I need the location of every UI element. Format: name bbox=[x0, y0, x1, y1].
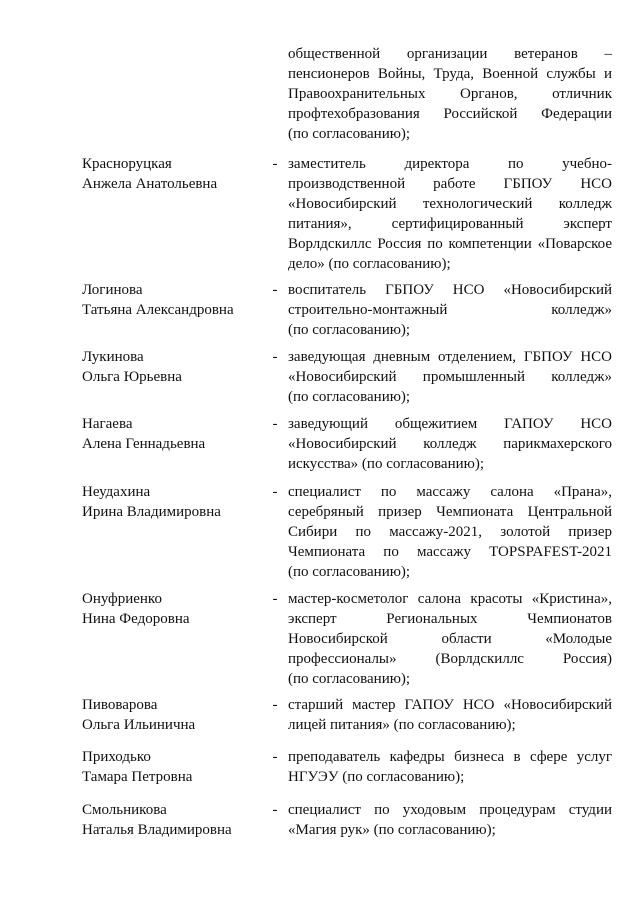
member-given-name: Татьяна Александровна bbox=[82, 302, 234, 318]
description-line: лицей питания» (по согласованию); bbox=[288, 717, 516, 733]
member-description bbox=[288, 154, 612, 274]
description-line: (по согласованию); bbox=[288, 389, 411, 405]
description-line: Сибири по массажу-2021, золотой призер bbox=[288, 524, 612, 540]
dash-separator: - bbox=[272, 349, 278, 365]
dash-separator: - bbox=[272, 282, 278, 298]
member-name bbox=[82, 800, 262, 840]
description-line: общественной организации ветеранов – bbox=[288, 46, 612, 62]
dash-separator: - bbox=[272, 156, 278, 172]
dash-separator: - bbox=[272, 802, 278, 818]
member-description bbox=[288, 414, 612, 474]
member-given-name: Нина Федоровна bbox=[82, 611, 190, 627]
description-line: искусства» (по согласованию); bbox=[288, 456, 485, 472]
dash-separator: - bbox=[272, 591, 278, 607]
dash-separator: - bbox=[272, 697, 278, 713]
member-surname: Онуфриенко bbox=[82, 591, 162, 607]
member-name bbox=[82, 482, 262, 522]
description-line: Новосибирской области «Молодые bbox=[288, 631, 612, 647]
member-given-name: Анжела Анатольевна bbox=[82, 176, 218, 192]
description-line: профессионалы» (Ворлдскиллс Россия) bbox=[288, 651, 612, 667]
member-given-name: Ольга Юрьевна bbox=[82, 369, 182, 385]
member-surname: Нагаева bbox=[82, 416, 133, 432]
description-line: специалист по уходовым процедурам студии bbox=[288, 802, 612, 818]
member-given-name: Ирина Владимировна bbox=[82, 504, 221, 520]
description-line: НГУЭУ (по согласованию); bbox=[288, 769, 465, 785]
description-line: «Новосибирский колледж парикмахерского bbox=[288, 436, 612, 452]
member-description bbox=[288, 589, 612, 689]
member-name bbox=[82, 695, 262, 735]
description-line: заведующая дневным отделением, ГБПОУ НСО bbox=[288, 349, 612, 365]
member-name bbox=[82, 347, 262, 387]
description-line: профтехобразования Российской Федерации bbox=[288, 106, 612, 122]
dash-separator: - bbox=[272, 416, 278, 432]
description-line: питания», сертифицированный эксперт bbox=[288, 216, 612, 232]
continued-description bbox=[288, 44, 612, 144]
description-line: серебряный призер Чемпионата Центральной bbox=[288, 504, 612, 520]
description-line: заведующий общежитием ГАПОУ НСО bbox=[288, 416, 612, 432]
description-line: (по согласованию); bbox=[288, 671, 411, 687]
member-name bbox=[82, 154, 262, 194]
member-surname: Красноруцкая bbox=[82, 156, 172, 172]
member-description bbox=[288, 695, 612, 735]
description-line: «Магия рук» (по согласованию); bbox=[288, 822, 496, 838]
description-line: производственной работе ГБПОУ НСО bbox=[288, 176, 612, 192]
member-given-name: Наталья Владимировна bbox=[82, 822, 232, 838]
member-surname: Приходько bbox=[82, 749, 151, 765]
description-line: «Новосибирский промышленный колледж» bbox=[288, 369, 612, 385]
member-surname: Лукинова bbox=[82, 349, 144, 365]
member-description bbox=[288, 482, 612, 582]
member-name bbox=[82, 414, 262, 454]
member-description bbox=[288, 280, 612, 340]
description-line: (по согласованию); bbox=[288, 564, 411, 580]
member-given-name: Ольга Ильинична bbox=[82, 717, 196, 733]
dash-separator: - bbox=[272, 749, 278, 765]
description-line: (по согласованию); bbox=[288, 322, 411, 338]
description-line: Ворлдскиллс Россия по компетенции «Поварское bbox=[288, 236, 612, 252]
member-description bbox=[288, 747, 612, 787]
member-name bbox=[82, 747, 262, 787]
member-surname: Пивоварова bbox=[82, 697, 158, 713]
dash-separator: - bbox=[272, 484, 278, 500]
description-line: заместитель директора по учебно- bbox=[288, 156, 612, 172]
description-line: (по согласованию); bbox=[288, 126, 411, 142]
description-line: преподаватель кафедры бизнеса в сфере услуг bbox=[288, 749, 612, 765]
member-given-name: Алена Геннадьевна bbox=[82, 436, 206, 452]
member-name bbox=[82, 280, 262, 320]
description-line: дело» (по согласованию); bbox=[288, 256, 451, 272]
description-line: мастер-косметолог салона красоты «Кристина», bbox=[288, 591, 612, 607]
description-line: Чемпионата по массажу TOPSPAFEST-2021 bbox=[288, 544, 612, 560]
description-line: специалист по массажу салона «Прана», bbox=[288, 484, 612, 500]
member-name bbox=[82, 589, 262, 629]
member-given-name: Тамара Петровна bbox=[82, 769, 193, 785]
member-surname: Смольникова bbox=[82, 802, 167, 818]
member-description bbox=[288, 347, 612, 407]
description-line: воспитатель ГБПОУ НСО «Новосибирский bbox=[288, 282, 612, 298]
description-line: эксперт Региональных Чемпионатов bbox=[288, 611, 612, 627]
description-line: «Новосибирский технологический колледж bbox=[288, 196, 612, 212]
member-surname: Неудахина bbox=[82, 484, 151, 500]
member-description bbox=[288, 800, 612, 840]
description-line: строительно-монтажный колледж» bbox=[288, 302, 612, 318]
description-line: Правоохранительных Органов, отличник bbox=[288, 86, 612, 102]
description-line: пенсионеров Войны, Труда, Военной службы и bbox=[288, 66, 612, 82]
member-surname: Логинова bbox=[82, 282, 143, 298]
description-line: старший мастер ГАПОУ НСО «Новосибирский bbox=[288, 697, 612, 713]
